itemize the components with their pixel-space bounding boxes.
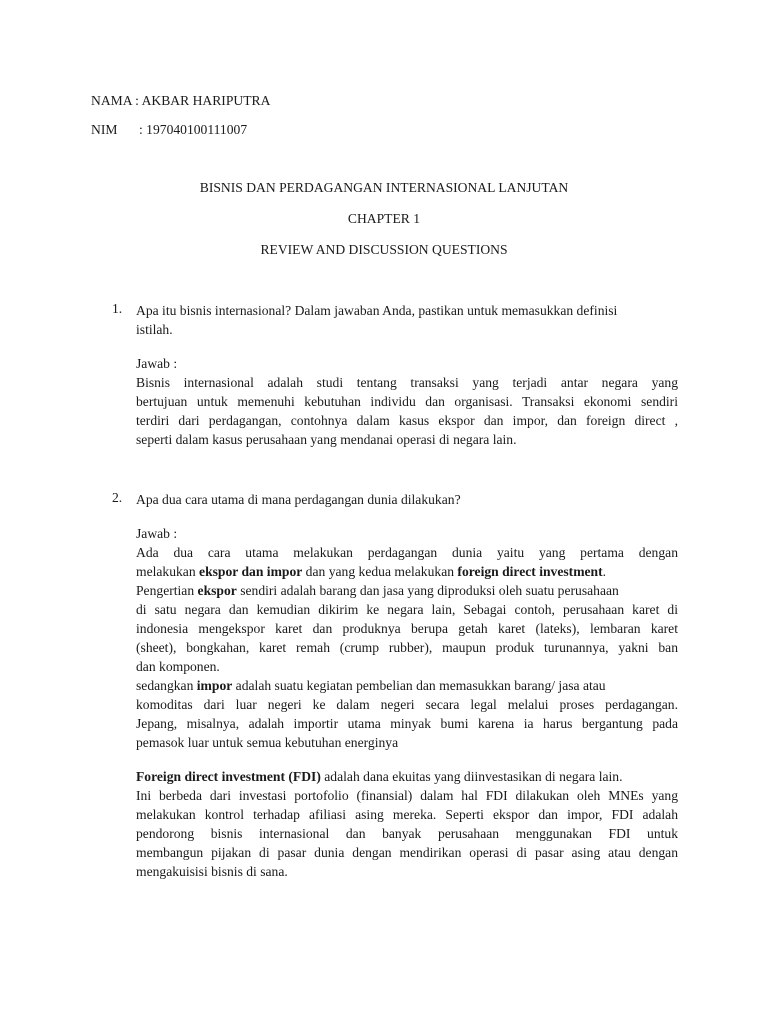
q2-p1-text: . xyxy=(602,564,607,579)
q2-p3-text: sedangkan xyxy=(136,678,197,693)
q2-p2-line-5: dan komponen. xyxy=(136,659,220,674)
section-title: REVIEW AND DISCUSSION QUESTIONS xyxy=(260,242,508,257)
nim-value: : 197040100111007 xyxy=(139,122,248,137)
q1-answer-line-1: Bisnis internasional adalah studi tentang transaksi yang terjadi antar negara yang xyxy=(136,375,678,390)
q2-p2-line-1 xyxy=(136,581,678,600)
q2-bold-ekspor: ekspor xyxy=(197,583,237,598)
q1-number: 1. xyxy=(112,301,123,316)
q2-bold-ekspor-impor: ekspor dan impor xyxy=(199,564,303,579)
q2-bold-fdi-term: Foreign direct investment (FDI) xyxy=(136,769,321,784)
q2-p4-line-1 xyxy=(136,767,678,786)
q2-bold-fdi: foreign direct investment xyxy=(457,564,603,579)
q2-p2-line-4: (sheet), bongkahan, karet remah (crump rubber), maupun produk turunannya, yakni ban xyxy=(136,640,678,655)
q2-question: Apa dua cara utama di mana perdagangan dunia dilakukan? xyxy=(136,492,461,507)
q2-p4-line-4: pendorong bisnis internasional dan banyak perusahaan menggunakan FDI untuk xyxy=(136,826,678,841)
q2-p2-line-2: di satu negara dan kemudian dikirim ke negara lain, Sebagai contoh, perusahaan karet di xyxy=(136,602,678,617)
q1-question-line-1: Apa itu bisnis internasional? Dalam jawaban Anda, pastikan untuk memasukkan definisi xyxy=(136,303,618,318)
q2-answer-label: Jawab : xyxy=(136,526,178,541)
q2-p4-line-6: mengakuisisi bisnis di sana. xyxy=(136,864,288,879)
q2-p3-line-3: Jepang, misalnya, adalah importir utama minyak bumi karena ia harus bergantung pada xyxy=(136,716,678,731)
q2-p1-line-1: Ada dua cara utama melakukan perdagangan dunia yaitu yang pertama dengan xyxy=(136,545,678,560)
q2-bold-impor: impor xyxy=(196,678,233,693)
q2-p3-line-2: komoditas dari luar negeri ke dalam negeri secara legal melalui proses perdagangan. xyxy=(136,697,678,712)
q2-p4-line-2: Ini berbeda dari investasi portofolio (finansial) dalam hal FDI dilakukan oleh MNEs yang xyxy=(136,788,678,803)
chapter-title: CHAPTER 1 xyxy=(347,211,421,226)
student-name: NAMA : AKBAR HARIPUTRA xyxy=(91,93,271,108)
q2-p3-text: adalah suatu kegiatan pembelian dan memasukkan barang/ jasa atau xyxy=(232,678,606,693)
q2-p4-text: adalah dana ekuitas yang diinvestasikan di negara lain. xyxy=(320,769,623,784)
q2-p2-text: Pengertian xyxy=(136,583,198,598)
q2-p2-line-3: indonesia mengekspor karet dan produknya berupa getah karet (lateks), lembaran karet xyxy=(136,621,678,636)
q2-p4-line-3: melakukan kontrol terhadap afiliasi asing mereka. Seperti ekspor dan impor, FDI adalah xyxy=(136,807,678,822)
q1-question-line-2: istilah. xyxy=(136,322,173,337)
q1-answer-label: Jawab : xyxy=(136,356,178,371)
q2-p2-text: sendiri adalah barang dan jasa yang diproduksi oleh suatu perusahaan xyxy=(236,583,619,598)
q2-p1-text: melakukan xyxy=(136,564,200,579)
q2-p1-text: dan yang kedua melakukan xyxy=(302,564,458,579)
q1-answer-line-2: bertujuan untuk memenuhi kebutuhan individu dan organisasi. Transaksi ekonomi sendiri xyxy=(136,394,678,409)
q1-answer-line-4: seperti dalam kasus perusahaan yang mendanai operasi di negara lain. xyxy=(136,432,517,447)
q2-p1-line-2 xyxy=(136,562,678,581)
q2-p3-line-4: pemasok luar untuk semua kebutuhan energinya xyxy=(136,735,399,750)
q1-answer-line-3: terdiri dari perdagangan, contohnya dalam kasus ekspor dan impor, dan foreign direct , xyxy=(136,413,678,428)
q2-p4-line-5: membangun pijakan di pasar dunia dengan mendirikan operasi di pasar asing atau dengan xyxy=(136,845,678,860)
course-title: BISNIS DAN PERDAGANGAN INTERNASIONAL LANJUTAN xyxy=(199,180,569,195)
q2-p3-line-1 xyxy=(136,676,678,695)
q2-number: 2. xyxy=(112,490,123,505)
nim-label: NIM xyxy=(91,122,118,137)
